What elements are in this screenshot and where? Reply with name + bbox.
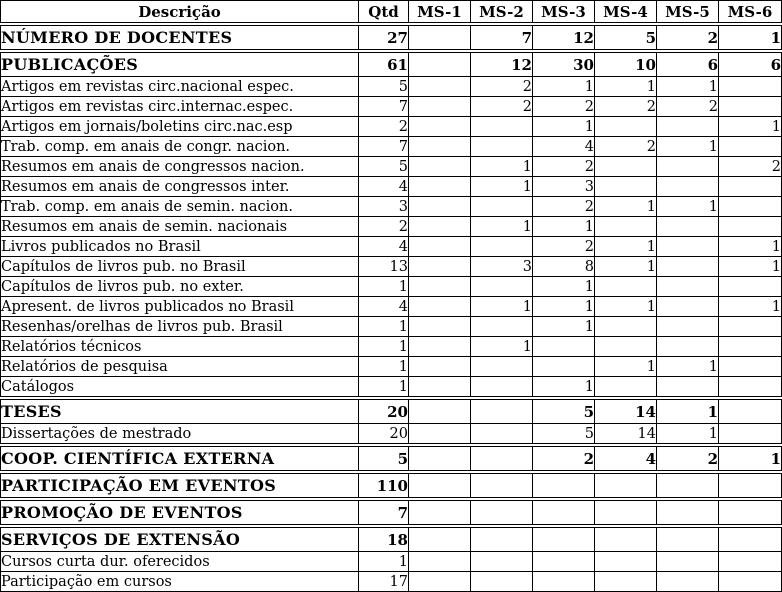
column-header: MS-2	[471, 1, 533, 25]
value-cell	[409, 177, 471, 197]
value-cell: 1	[595, 257, 657, 277]
value-cell	[595, 177, 657, 197]
value-cell: 2	[657, 97, 719, 117]
value-cell: 7	[359, 499, 409, 526]
value-cell: 1	[595, 237, 657, 257]
value-cell: 5	[595, 24, 657, 51]
value-cell	[533, 472, 595, 499]
value-cell: 1	[657, 424, 719, 446]
value-cell	[409, 572, 471, 592]
value-cell	[533, 572, 595, 592]
table-row	[1, 572, 782, 592]
value-cell	[719, 97, 782, 117]
value-cell: 5	[533, 398, 595, 424]
value-cell: 12	[471, 51, 533, 77]
value-cell	[595, 337, 657, 357]
value-cell: 1	[533, 377, 595, 399]
description-cell: Resumos em anais de congressos nacion.	[1, 157, 359, 177]
value-cell: 1	[533, 217, 595, 237]
description-cell: Relatórios de pesquisa	[1, 357, 359, 377]
value-cell: 14	[595, 398, 657, 424]
value-cell	[657, 297, 719, 317]
table-row	[1, 337, 782, 357]
value-cell	[657, 217, 719, 237]
value-cell	[409, 357, 471, 377]
value-cell	[533, 357, 595, 377]
value-cell	[409, 217, 471, 237]
value-cell	[409, 317, 471, 337]
value-cell	[409, 377, 471, 399]
description-cell: Dissertações de mestrado	[1, 424, 359, 446]
value-cell	[719, 499, 782, 526]
value-cell	[471, 197, 533, 217]
value-cell	[657, 257, 719, 277]
value-cell: 2	[595, 137, 657, 157]
column-header: Qtd	[359, 1, 409, 25]
value-cell	[719, 377, 782, 399]
value-cell	[719, 526, 782, 552]
value-cell: 2	[533, 197, 595, 217]
value-cell: 2	[595, 97, 657, 117]
value-cell	[719, 177, 782, 197]
value-cell: 1	[595, 77, 657, 97]
value-cell	[409, 137, 471, 157]
table-row	[1, 297, 782, 317]
value-cell	[409, 51, 471, 77]
value-cell	[471, 445, 533, 472]
section-row	[1, 51, 782, 77]
column-header: MS-3	[533, 1, 595, 25]
value-cell	[409, 277, 471, 297]
value-cell: 6	[719, 51, 782, 77]
table-row	[1, 357, 782, 377]
value-cell: 2	[657, 24, 719, 51]
value-cell: 1	[719, 237, 782, 257]
value-cell: 1	[471, 297, 533, 317]
value-cell: 1	[359, 377, 409, 399]
value-cell: 7	[471, 24, 533, 51]
section-row	[1, 445, 782, 472]
value-cell: 18	[359, 526, 409, 552]
value-cell: 1	[657, 77, 719, 97]
value-cell: 2	[471, 77, 533, 97]
value-cell	[657, 472, 719, 499]
table-row	[1, 217, 782, 237]
value-cell: 1	[359, 337, 409, 357]
value-cell: 20	[359, 398, 409, 424]
value-cell: 1	[595, 297, 657, 317]
value-cell	[471, 317, 533, 337]
value-cell: 5	[533, 424, 595, 446]
value-cell	[657, 177, 719, 197]
value-cell	[657, 237, 719, 257]
value-cell: 1	[595, 357, 657, 377]
value-cell	[719, 472, 782, 499]
value-cell: 5	[359, 77, 409, 97]
value-cell	[471, 237, 533, 257]
value-cell: 110	[359, 472, 409, 499]
value-cell	[409, 297, 471, 317]
section-row	[1, 472, 782, 499]
value-cell: 2	[533, 157, 595, 177]
value-cell	[719, 317, 782, 337]
table-row	[1, 277, 782, 297]
value-cell	[719, 357, 782, 377]
value-cell: 1	[471, 177, 533, 197]
value-cell	[657, 499, 719, 526]
value-cell: 2	[471, 97, 533, 117]
column-header: MS-6	[719, 1, 782, 25]
value-cell	[595, 499, 657, 526]
value-cell: 4	[533, 137, 595, 157]
value-cell	[409, 77, 471, 97]
value-cell	[657, 157, 719, 177]
value-cell: 61	[359, 51, 409, 77]
value-cell	[719, 398, 782, 424]
section-row	[1, 398, 782, 424]
value-cell	[471, 277, 533, 297]
value-cell: 4	[359, 297, 409, 317]
table-row	[1, 137, 782, 157]
description-cell: Capítulos de livros pub. no Brasil	[1, 257, 359, 277]
value-cell	[409, 97, 471, 117]
table-row	[1, 177, 782, 197]
value-cell: 12	[533, 24, 595, 51]
value-cell	[657, 572, 719, 592]
value-cell	[409, 472, 471, 499]
value-cell: 3	[471, 257, 533, 277]
column-header: MS-5	[657, 1, 719, 25]
value-cell	[471, 552, 533, 572]
value-cell	[533, 337, 595, 357]
value-cell: 1	[471, 217, 533, 237]
value-cell	[719, 137, 782, 157]
value-cell: 1	[471, 157, 533, 177]
description-cell: Artigos em revistas circ.internac.espec.	[1, 97, 359, 117]
value-cell	[657, 277, 719, 297]
section-row	[1, 24, 782, 51]
value-cell	[409, 117, 471, 137]
value-cell: 6	[657, 51, 719, 77]
value-cell: 1	[533, 277, 595, 297]
value-cell: 1	[657, 197, 719, 217]
value-cell: 1	[657, 398, 719, 424]
value-cell: 7	[359, 137, 409, 157]
value-cell: 1	[359, 552, 409, 572]
value-cell: 8	[533, 257, 595, 277]
value-cell	[657, 337, 719, 357]
value-cell: 1	[359, 317, 409, 337]
value-cell	[409, 398, 471, 424]
value-cell	[657, 117, 719, 137]
value-cell: 2	[719, 157, 782, 177]
value-cell	[409, 237, 471, 257]
value-cell: 1	[719, 117, 782, 137]
value-cell: 1	[359, 357, 409, 377]
value-cell	[471, 472, 533, 499]
value-cell	[409, 157, 471, 177]
description-cell: Resumos em anais de semin. nacionais	[1, 217, 359, 237]
value-cell: 2	[359, 117, 409, 137]
value-cell: 1	[719, 24, 782, 51]
value-cell: 20	[359, 424, 409, 446]
value-cell	[595, 317, 657, 337]
value-cell	[409, 526, 471, 552]
description-cell: COOP. CIENTÍFICA EXTERNA	[1, 445, 359, 472]
description-cell: PUBLICAÇÕES	[1, 51, 359, 77]
value-cell	[595, 157, 657, 177]
value-cell: 13	[359, 257, 409, 277]
table-row	[1, 377, 782, 399]
value-cell: 4	[595, 445, 657, 472]
description-cell: SERVIÇOS DE EXTENSÃO	[1, 526, 359, 552]
value-cell: 1	[719, 445, 782, 472]
column-header: Descrição	[1, 1, 359, 25]
value-cell: 2	[533, 445, 595, 472]
description-cell: Capítulos de livros pub. no exter.	[1, 277, 359, 297]
value-cell	[409, 197, 471, 217]
description-cell: Trab. comp. em anais de semin. nacion.	[1, 197, 359, 217]
description-cell: PARTICIPAÇÃO EM EVENTOS	[1, 472, 359, 499]
description-cell: PROMOÇÃO DE EVENTOS	[1, 499, 359, 526]
description-cell: TESES	[1, 398, 359, 424]
description-cell: Cursos curta dur. oferecidos	[1, 552, 359, 572]
value-cell	[719, 552, 782, 572]
table-row	[1, 424, 782, 446]
value-cell: 1	[359, 277, 409, 297]
table-row	[1, 257, 782, 277]
value-cell	[409, 257, 471, 277]
description-cell: Relatórios técnicos	[1, 337, 359, 357]
table-row	[1, 157, 782, 177]
description-cell: NÚMERO DE DOCENTES	[1, 24, 359, 51]
value-cell	[533, 526, 595, 552]
description-cell: Resenhas/orelhas de livros pub. Brasil	[1, 317, 359, 337]
value-cell: 4	[359, 177, 409, 197]
value-cell: 1	[719, 297, 782, 317]
section-row	[1, 499, 782, 526]
value-cell	[409, 337, 471, 357]
description-cell: Trab. comp. em anais de congr. nacion.	[1, 137, 359, 157]
value-cell: 7	[359, 97, 409, 117]
column-header: MS-4	[595, 1, 657, 25]
value-cell	[657, 317, 719, 337]
table-row	[1, 117, 782, 137]
section-row	[1, 526, 782, 552]
value-cell	[533, 552, 595, 572]
description-cell: Livros publicados no Brasil	[1, 237, 359, 257]
value-cell	[595, 217, 657, 237]
description-cell: Resumos em anais de congressos inter.	[1, 177, 359, 197]
value-cell	[595, 377, 657, 399]
description-cell: Artigos em jornais/boletins circ.nac.esp	[1, 117, 359, 137]
value-cell: 1	[471, 337, 533, 357]
value-cell: 2	[657, 445, 719, 472]
value-cell: 27	[359, 24, 409, 51]
value-cell	[409, 499, 471, 526]
value-cell	[409, 445, 471, 472]
value-cell	[719, 277, 782, 297]
table-row	[1, 197, 782, 217]
value-cell	[471, 424, 533, 446]
value-cell	[719, 197, 782, 217]
description-cell: Artigos em revistas circ.nacional espec.	[1, 77, 359, 97]
value-cell	[471, 526, 533, 552]
value-cell: 2	[533, 97, 595, 117]
column-header: MS-1	[409, 1, 471, 25]
value-cell	[595, 552, 657, 572]
value-cell	[471, 572, 533, 592]
value-cell	[719, 77, 782, 97]
value-cell: 1	[533, 77, 595, 97]
value-cell	[719, 424, 782, 446]
value-cell	[471, 377, 533, 399]
value-cell: 5	[359, 157, 409, 177]
description-cell: Participação em cursos	[1, 572, 359, 592]
value-cell	[595, 277, 657, 297]
table-row	[1, 317, 782, 337]
value-cell	[595, 117, 657, 137]
value-cell	[719, 572, 782, 592]
value-cell: 17	[359, 572, 409, 592]
description-cell: Apresent. de livros publicados no Brasil	[1, 297, 359, 317]
value-cell	[657, 526, 719, 552]
value-cell	[595, 472, 657, 499]
value-cell	[409, 552, 471, 572]
value-cell	[533, 499, 595, 526]
value-cell	[471, 357, 533, 377]
value-cell: 1	[533, 317, 595, 337]
value-cell: 1	[657, 357, 719, 377]
value-cell: 1	[719, 257, 782, 277]
table-row	[1, 552, 782, 572]
value-cell	[657, 552, 719, 572]
value-cell	[719, 217, 782, 237]
value-cell: 10	[595, 51, 657, 77]
value-cell	[471, 499, 533, 526]
value-cell: 3	[359, 197, 409, 217]
value-cell: 1	[533, 117, 595, 137]
value-cell	[595, 526, 657, 552]
value-cell: 3	[533, 177, 595, 197]
value-cell: 2	[533, 237, 595, 257]
description-cell: Catálogos	[1, 377, 359, 399]
value-cell	[471, 137, 533, 157]
value-cell: 1	[533, 297, 595, 317]
value-cell	[471, 117, 533, 137]
value-cell: 4	[359, 237, 409, 257]
table-row	[1, 97, 782, 117]
value-cell	[719, 337, 782, 357]
value-cell: 1	[657, 137, 719, 157]
value-cell	[409, 24, 471, 51]
value-cell: 1	[595, 197, 657, 217]
value-cell: 14	[595, 424, 657, 446]
value-cell	[409, 424, 471, 446]
value-cell: 30	[533, 51, 595, 77]
table-row	[1, 77, 782, 97]
table-row	[1, 237, 782, 257]
value-cell	[657, 377, 719, 399]
value-cell: 2	[359, 217, 409, 237]
value-cell: 5	[359, 445, 409, 472]
header-row	[1, 1, 782, 25]
value-cell	[471, 398, 533, 424]
value-cell	[595, 572, 657, 592]
